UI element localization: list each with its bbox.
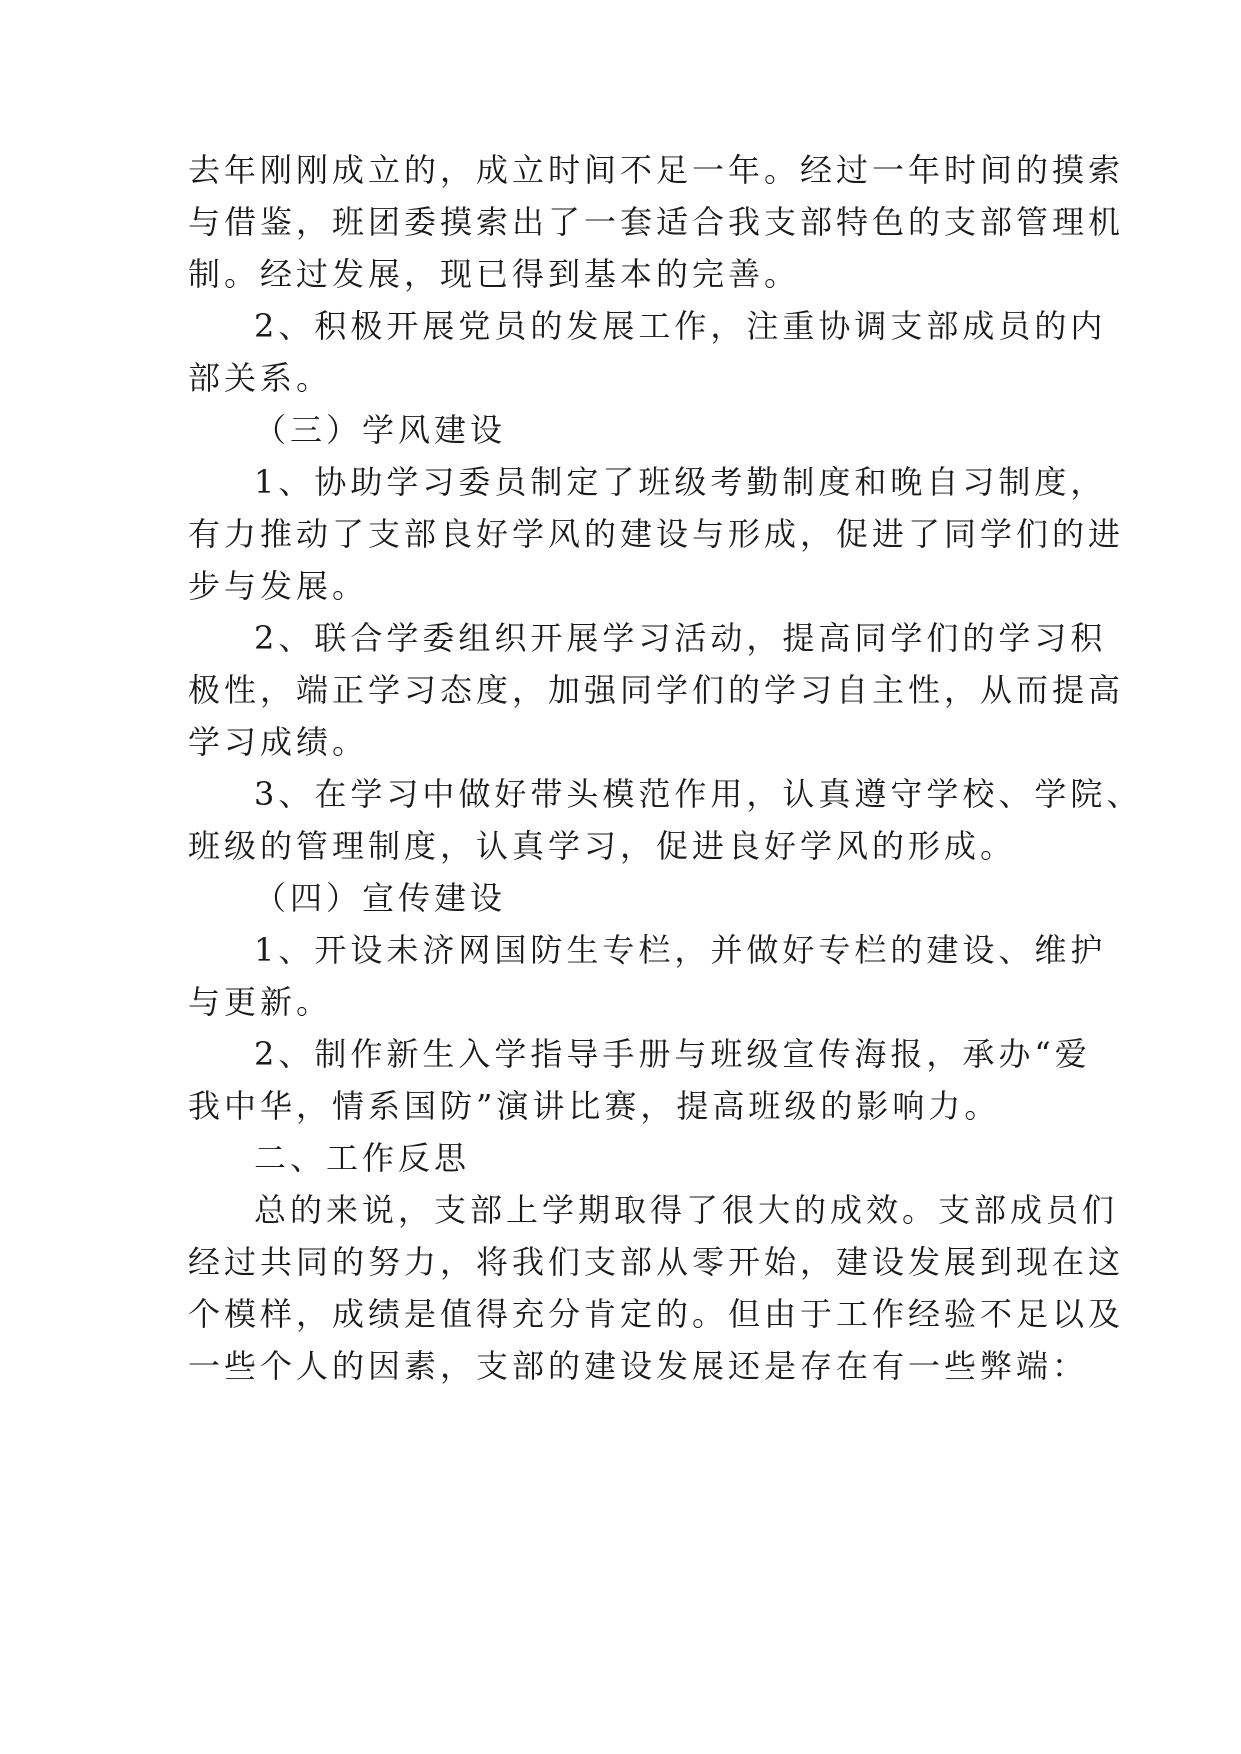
text-line [0, 1232, 1241, 1292]
text-line [0, 972, 1241, 1032]
line-text: 我中华，情系国防”演讲比赛，提高班级的影响力。 [188, 1087, 1001, 1125]
line-text: 有力推动了支部良好学风的建设与形成，促进了同学们的进 [188, 515, 1125, 553]
line-text: 3、在学习中做好带头模范作用，认真遵守学校、学院、 [254, 775, 1143, 813]
text-line [0, 452, 1241, 512]
text-line [0, 1336, 1241, 1396]
line-text: 极性，端正学习态度，加强同学们的学习自主性，从而提高 [188, 671, 1125, 709]
heading-text: 二、工作反思 [254, 1139, 471, 1177]
text-line [0, 816, 1241, 876]
line-text: 经过共同的努力，将我们支部从零开始，建设发展到现在这 [188, 1243, 1125, 1281]
section-heading [0, 868, 1241, 928]
line-text: 制。经过发展，现已得到基本的完善。 [188, 255, 801, 293]
text-line [0, 608, 1241, 668]
text-line [0, 1076, 1241, 1136]
line-text: 2、联合学委组织开展学习活动，提高同学们的学习积 [254, 619, 1107, 657]
text-line [0, 556, 1241, 616]
text-line [0, 192, 1241, 252]
section-heading [0, 400, 1241, 460]
text-line [0, 140, 1241, 200]
line-text: 步与发展。 [188, 567, 369, 605]
line-text: 2、积极开展党员的发展工作，注重协调支部成员的内 [254, 307, 1107, 345]
text-line [0, 920, 1241, 980]
text-line [0, 244, 1241, 304]
line-text: 1、协助学习委员制定了班级考勤制度和晚自习制度， [254, 463, 1107, 501]
text-line [0, 348, 1241, 408]
text-line [0, 296, 1241, 356]
line-text: 2、制作新生入学指导手册与班级宣传海报，承办“爱 [254, 1035, 1091, 1073]
line-text: 与更新。 [188, 983, 333, 1021]
text-line [0, 1284, 1241, 1344]
text-line [0, 764, 1241, 824]
line-text: 一些个人的因素，支部的建设发展还是存在有一些弊端： [188, 1347, 1089, 1385]
heading-text: （三）学风建设 [254, 411, 507, 449]
line-text: 与借鉴，班团委摸索出了一套适合我支部特色的支部管理机 [188, 203, 1125, 241]
heading-text: （四）宣传建设 [254, 879, 507, 917]
line-text: 班级的管理制度，认真学习，促进良好学风的形成。 [188, 827, 1017, 865]
line-text: 总的来说，支部上学期取得了很大的成效。支部成员们 [254, 1191, 1119, 1229]
line-text: 部关系。 [188, 359, 333, 397]
line-text: 学习成绩。 [188, 723, 369, 761]
text-line [0, 504, 1241, 564]
text-line [0, 1024, 1241, 1084]
section-heading [0, 1128, 1241, 1188]
line-text: 1、开设未济网国防生专栏，并做好专栏的建设、维护 [254, 931, 1107, 969]
text-line [0, 1180, 1241, 1240]
line-text: 个模样，成绩是值得充分肯定的。但由于工作经验不足以及 [188, 1295, 1125, 1333]
text-line [0, 660, 1241, 720]
line-text: 去年刚刚成立的，成立时间不足一年。经过一年时间的摸索 [188, 151, 1125, 189]
text-line [0, 712, 1241, 772]
